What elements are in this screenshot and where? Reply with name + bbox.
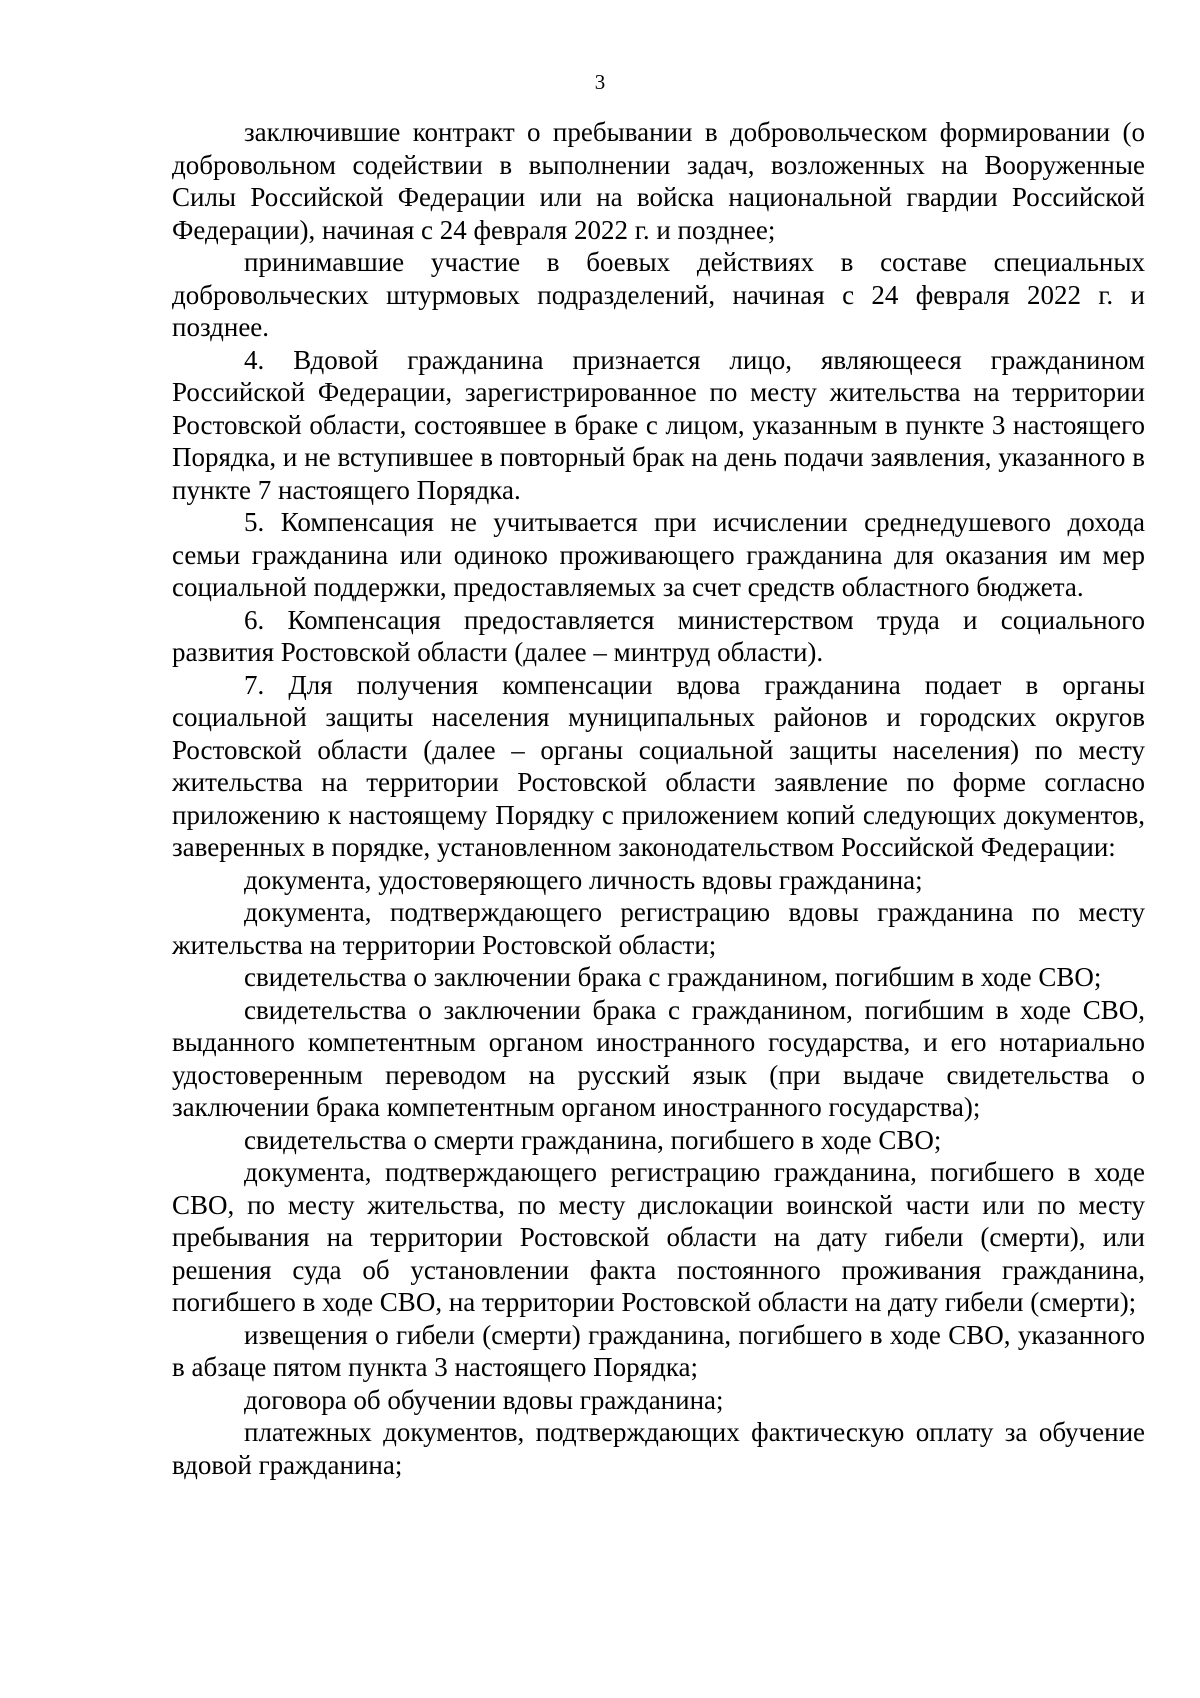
- paragraph-5-income-calculation: 5. Компенсация не учитывается при исчислении среднедушевого дохода семьи гражданина или одиноко проживающего гражданина для оказания им мер социальной поддержки, предоставляемых за счет средств областного бюджета.: [172, 507, 1145, 602]
- list-item-foreign-marriage-certificate: свидетельства о заключении брака с гражданином, погибшим в ходе СВО, выданного компетентным органом иностранного государства, и его нотариально удостоверенным переводом на русский язык (при выдаче свидетельства о заключении брака компетентным органом иностранного государства);: [172, 994, 1145, 1122]
- list-item-education-contract: договора об обучении вдовы гражданина;: [244, 1384, 724, 1415]
- document-body: [172, 116, 1145, 1481]
- page-number: 3: [594, 70, 606, 94]
- list-item-deceased-registration: документа, подтверждающего регистрацию гражданина, погибшего в ходе СВО, по месту жительства, по месту дислокации воинской части или по месту пребывания на территории Ростовской области на дату гибели (смерти), или решения суда об установлении факта постоянного проживания гражданина, погибшего в ходе СВО, на территории Ростовской области на дату гибели (смерти);: [172, 1157, 1145, 1317]
- paragraph-6-ministry: 6. Компенсация предоставляется министерством труда и социального развития Ростовской области (далее – минтруд области).: [172, 604, 1145, 667]
- list-item-death-certificate: свидетельства о смерти гражданина, погибшего в ходе СВО;: [244, 1124, 942, 1155]
- list-item-widow-registration: документа, подтверждающего регистрацию вдовы гражданина по месту жительства на территории Ростовской области;: [172, 897, 1145, 960]
- paragraph-volunteer-contract: заключившие контракт о пребывании в добровольческом формировании (о добровольном содействии в выполнении задач, возложенных на Вооруженные Силы Российской Федерации или на войска национальной гвардии Российской Федерации), начиная с 24 февраля 2022 г. и позднее;: [172, 117, 1145, 245]
- paragraph-4-widow-definition: 4. Вдовой гражданина признается лицо, являющееся гражданином Российской Федерации, зарегистрированное по месту жительства на территории Ростовской области, состоявшее в браке с лицом, указанным в пункте 3 настоящего Порядка, и не вступившее в повторный брак на день подачи заявления, указанного в пункте 7 настоящего Порядка.: [172, 344, 1145, 505]
- list-item-death-notice: извещения о гибели (смерти) гражданина, погибшего в ходе СВО, указанного в абзаце пятом пункта 3 настоящего Порядка;: [172, 1319, 1145, 1382]
- list-item-marriage-certificate: свидетельства о заключении брака с гражданином, погибшим в ходе СВО;: [244, 962, 1102, 992]
- list-item-payment-documents: платежных документов, подтверждающих фактическую оплату за обучение вдовой гражданина;: [172, 1417, 1145, 1480]
- list-item-identity-document: документа, удостоверяющего личность вдовы гражданина;: [244, 864, 923, 895]
- paragraph-assault-units: принимавшие участие в боевых действиях в составе специальных добровольческих штурмовых подразделений, начиная с 24 февраля 2022 г. и позднее.: [172, 247, 1145, 342]
- paragraph-7-application: 7. Для получения компенсации вдова гражданина подает в органы социальной защиты населения муниципальных районов и городских округов Ростовской области (далее – органы социальной защиты населения) по месту жительства на территории Ростовской области заявление по форме согласно приложению к настоящему Порядку с приложением копий следующих документов, заверенных в порядке, установленном законодательством Российской Федерации:: [172, 669, 1145, 862]
